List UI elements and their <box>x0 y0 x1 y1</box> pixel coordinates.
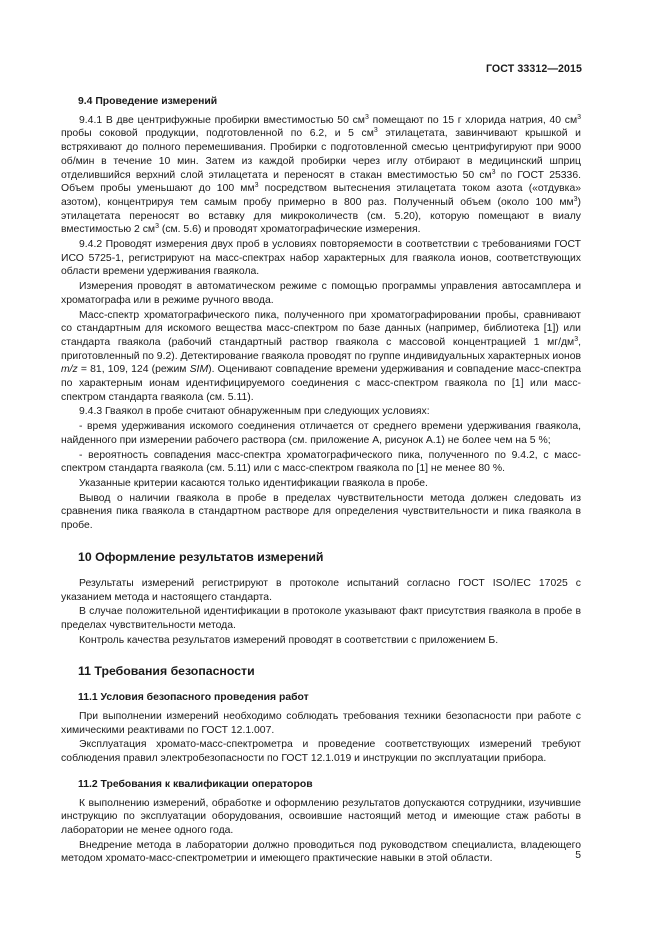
standard-designation: ГОСТ 33312—2015 <box>485 63 582 75</box>
paragraph-10-quality: Контроль качества результатов измерений проводят в соответствии с приложением Б. <box>79 634 499 646</box>
heading-11-1: 11.1 Условия безопасного проведения работ <box>78 692 309 704</box>
page-content <box>61 95 581 866</box>
page-number: 5 <box>575 850 581 861</box>
condition-retention-time: - время удерживания искомого соединения отличается от среднего времени удерживания гваякола, найденного при измерении рабочего раствора (см. приложение А, рисунок А.1) не более чем на 5 %; <box>61 421 581 446</box>
heading-9-4: 9.4 Проведение измерений <box>78 96 218 107</box>
heading-section-10: 10 Оформление результатов измерений <box>78 549 324 564</box>
paragraph-9-4-2: 9.4.2 Проводят измерения двух проб в условиях повторяемости в соответствии с требованиями ГОСТ ИСО 5725-1, регистрируют на масс-спектрах набор характерных для гваякола ионов, соответствующих области времени удерживания гваякола. <box>61 239 581 278</box>
paragraph-mass-spectrum: Масс-спектр хроматографического пика, полученного при хроматографировании пробы, сравнивают со стандартным для искомого вещества масс-спектром по базе данных (например, библиотека [1]) или стандарта гваякола (рабочий стандартный раствор гваякола с массовой концентрацией 1 $мг/дм^3$, приготовленный по 9.2). Детектирование гваякола проводят по группе индивидуальных характерных ионов m/z = 81, 109, 124 (режим SIM). Оценивают совпадение времени удерживания и совпадение масс-спектра по характерным ионам идентифицируемого соединения с масс-спектром гваякола по [1] или масс-спектром стандарта гваякола (см. 5.11). <box>61 309 582 403</box>
heading-11-2: 11.2 Требования к квалификации операторов <box>78 778 313 790</box>
paragraph-criteria-note: Указанные критерии касаются только идентификации гваякола в пробе. <box>79 477 428 489</box>
paragraph-conclusion: Вывод о наличии гваякола в пробе в пределах чувствительности метода должен следовать из сравнения пика гваякола в стандартном растворе для определения чувствительности и пика гваякола в пробе. <box>61 492 581 532</box>
paragraph-9-4-1: 9.4.1 В две центрифужные пробирки вместимостью 50 $см^3$ помещают по 15 г хлорида натрия, 40 $см^3$ пробы соковой продукции, подготовленной по 6.2, и 5 $см^3$ этилацетата, завинчивают крышкой и встряхивают до полного перемешивания. Пробирки с подготовленной смесью центрифугируют при 9000 об/мин в течение 10 мин. Затем из каждой пробирки через иглу отбирают в медицинский шприц отделившийся верхний слой этилацетата и переносят в стакан вместимостью 50 $см^3$ по ГОСТ 25336. Объем пробы уменьшают до 100 $мм^3$ посредством вытеснения этилацетата током азота («отдувка» азотом), концентрируя тем самым пробу примерно в 800 раз. Полученный объем (около 100 $мм^3$) этилацетата переносят во вставку для микроколичеств (см. 5.20), которую помещают в виалу вместимостью 2 $см^3$ (см. 5.6) и проводят хроматографические измерения. <box>61 113 582 236</box>
paragraph-11-1-chemicals: При выполнении измерений необходимо соблюдать требования техники безопасности при работе с химическими реактивами по ГОСТ 12.1.007. <box>61 711 581 736</box>
paragraph-10-results: Результаты измерений регистрируют в протоколе испытаний согласно ГОСТ ISO/IEC 17025 с указанием метода и настоящего стандарта. <box>61 577 581 603</box>
condition-spectrum-match: - вероятность совпадения масс-спектра хроматографического пика, полученного по 9.4.2, с масс-спектром стандарта гваякола (см. 5.11) или с масс-спектром гваякола по [1] не менее 80 %. <box>61 449 581 475</box>
paragraph-11-2-supervision: Внедрение метода в лаборатории должно проводиться под руководством специалиста, владеющего методом хромато-масс-спектрометрии и имеющего практические навыки в этой области. <box>61 839 581 865</box>
paragraph-11-2-personnel: К выполнению измерений, обработке и оформлению результатов допускаются сотрудники, изучившие инструкцию по эксплуатации оборудования, освоившие настоящий метод и имеющие стаж работы в лаборатории не менее одного года. <box>61 797 581 836</box>
paragraph-measurement-mode: Измерения проводят в автоматическом режиме с помощью программы управления автосамплера и хроматографа или в режиме ручного ввода. <box>61 281 581 306</box>
paragraph-10-positive: В случае положительной идентификации в протоколе указывают факт присутствия гваякола в пробе в пределах чувствительности метода. <box>61 606 581 631</box>
paragraph-9-4-3: 9.4.3 Гваякол в пробе считают обнаруженным при следующих условиях: <box>79 406 430 418</box>
paragraph-11-1-electrical: Эксплуатация хромато-масс-спектрометра и проведение соответствующих измерений требуют соблюдения правил электробезопасности по ГОСТ 12.1.019 и инструкции по эксплуатации прибора. <box>61 739 581 765</box>
heading-section-11: 11 Требования безопасности <box>78 664 255 679</box>
